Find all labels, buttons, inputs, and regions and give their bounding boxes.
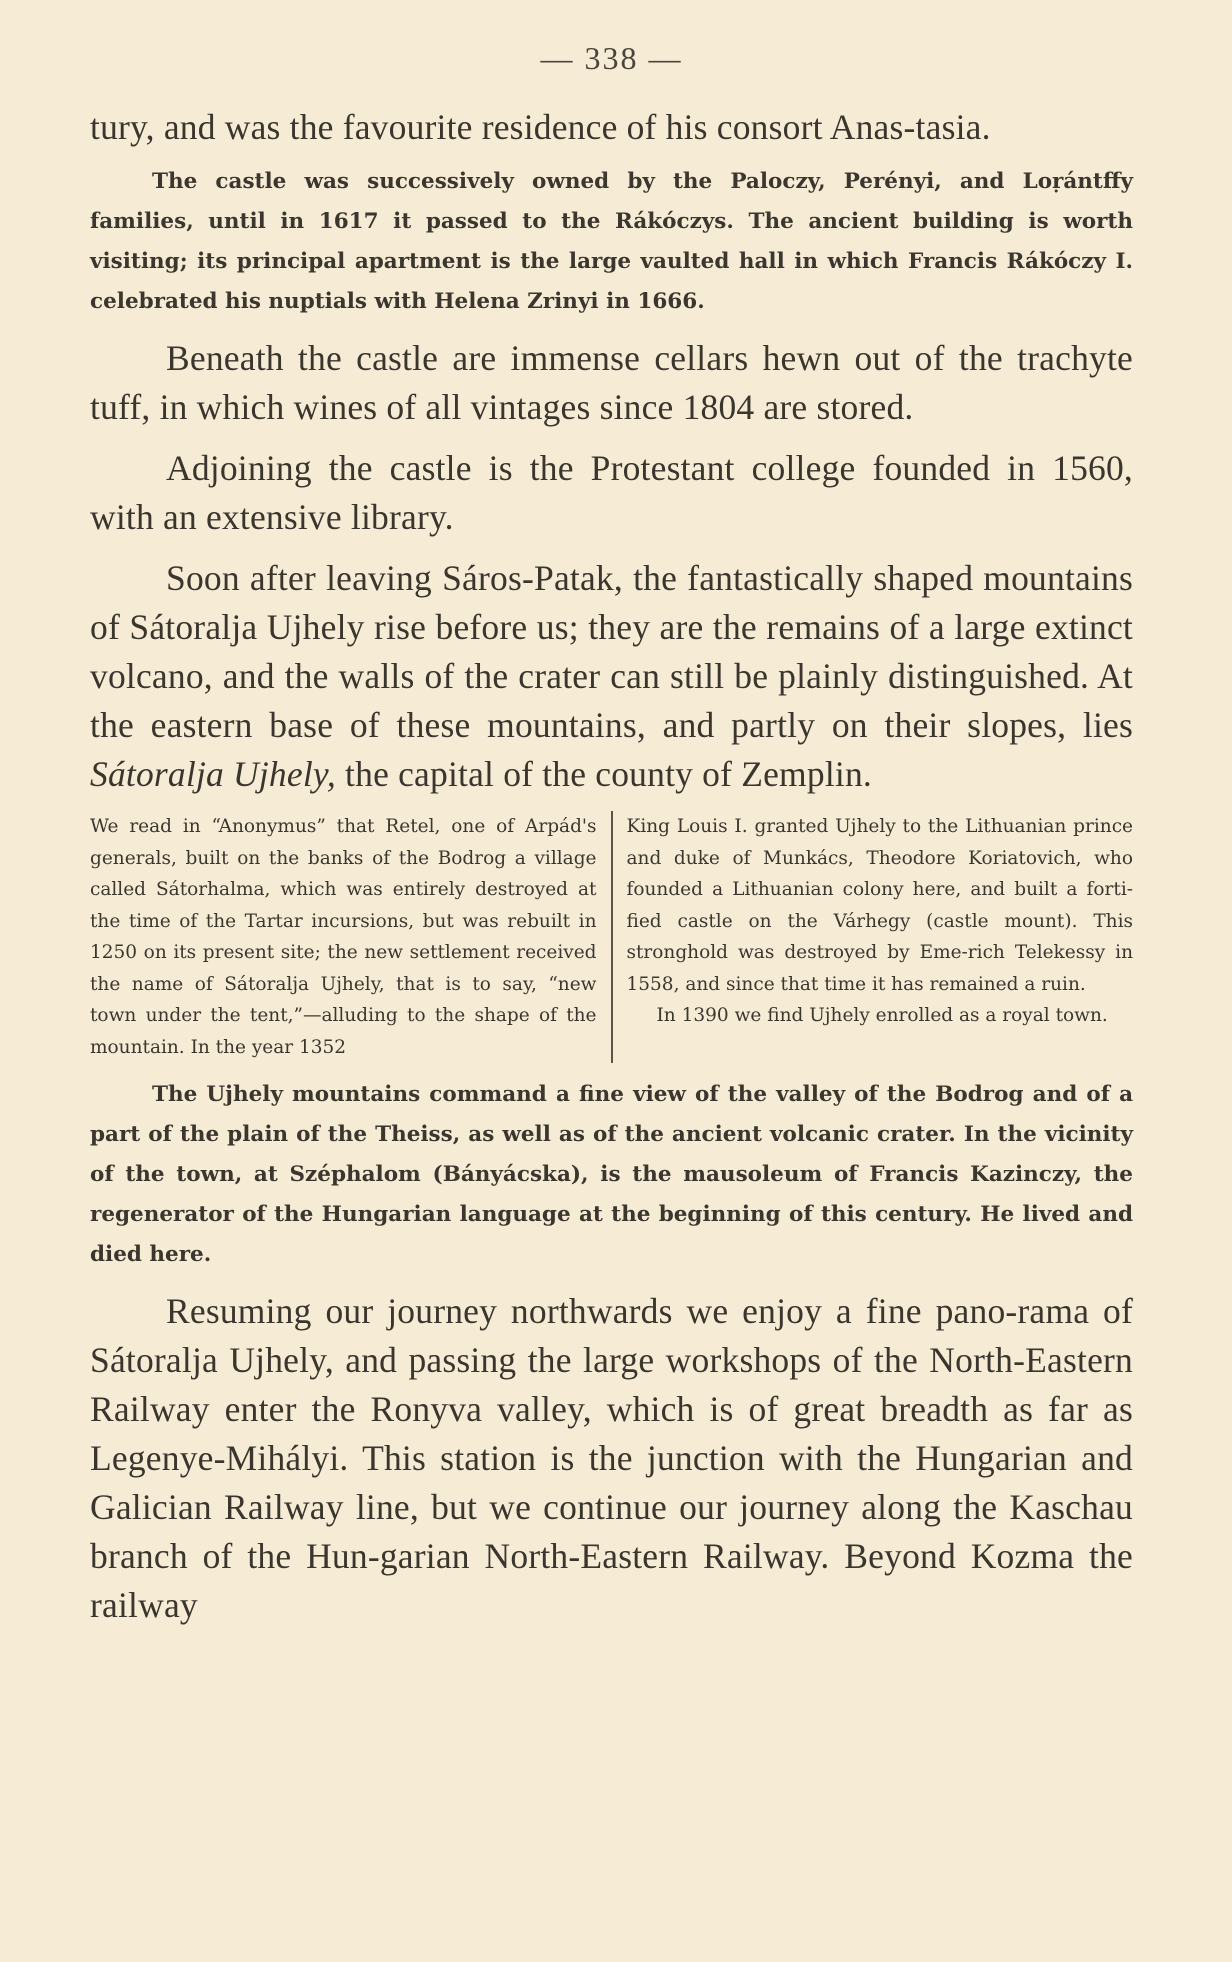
two-column-note	[90, 811, 1133, 1063]
paragraph-satoralja-text: Soon after leaving Sáros-Patak, the fantastically shaped mountains of Sátoralja Ujhely rise before us; they are the remains of a large extinct volcano, and the walls of the crater can still be plainly distinguished. At the eastern base of these mountains, and partly on their slopes, lies	[90, 558, 1133, 745]
paragraph-ujhely-mountains: The Ujhely mountains command a fine view of the valley of the Bodrog and of a part of the plain of the Theiss, as well as of the ancient volcanic crater. In the vicinity of the town, at Széphalom (Bányácska), is the mausoleum of Francis Kazinczy, the regenerator of the Hungarian language at the beginning of this century. He lived and died here.	[90, 1082, 1133, 1267]
paragraph-satoralja-end: the capital of the county of Zemplin.	[335, 754, 872, 794]
paragraph-castle-owners: The castle was successively owned by the Paloczy, Perényi, and Loṛántffy families, until in 1617 it passed to the Rákóczys. The ancient building is worth visiting; its principal apartment is the large vaulted hall in which Francis Rákóczy I. celebrated his nuptials with Helena Zrinyi in 1666.	[90, 169, 1133, 314]
paragraph-satoralja	[90, 554, 1133, 799]
paragraph-cellars: Beneath the castle are immense cellars hewn out of the trachyte tuff, in which wines of all vintages since 1804 are stored.	[90, 338, 1133, 427]
note-column-right	[611, 811, 1134, 1063]
paragraph-residence: tury, and was the favourite residence of his consort Anas-tasia.	[90, 107, 991, 147]
note-anonymus: We read in “Anonymus” that Retel, one of Arpád's generals, built on the banks of the Bodrog a village called Sátorhalma, which was entirely destroyed at the time of the Tartar incursions, but was rebuilt in 1250 on its present site; the new settlement received the name of Sátoralja Ujhely, that is to say, “new town under the tent,”—alluding to the shape of the mountain. In the year 1352	[90, 816, 597, 1058]
page-number: — 338 —	[540, 40, 683, 76]
paragraph-journey: Resuming our journey northwards we enjoy a fine pano-rama of Sátoralja Ujhely, and passing the large workshops of the North-Eastern Railway enter the Ronyva valley, which is of great breadth as far as Legenye-Mihályi. This station is the junction with the Hungarian and Galician Railway line, but we continue our journey along the Kaschau branch of the Hun-garian North-Eastern Railway. Beyond Kozma the railway	[90, 1291, 1133, 1625]
note-column-left	[90, 811, 611, 1063]
note-royal-town: In 1390 we find Ujhely enrolled as a royal town.	[656, 1005, 1108, 1026]
book-page	[90, 40, 1133, 1630]
place-name-satoralja-ujhely: Sátoralja Ujhely,	[90, 754, 336, 794]
paragraph-college: Adjoining the castle is the Protestant college founded in 1560, with an extensive library.	[90, 448, 1133, 537]
note-king-louis: King Louis I. granted Ujhely to the Lithuanian prince and duke of Munkács, Theodore Koriatovich, who founded a Lithuanian colony here, and built a forti-fied castle on the Várhegy (castle mount). This stronghold was destroyed by Eme-rich Telekessy in 1558, and since that time it has remained a ruin.	[626, 816, 1133, 995]
